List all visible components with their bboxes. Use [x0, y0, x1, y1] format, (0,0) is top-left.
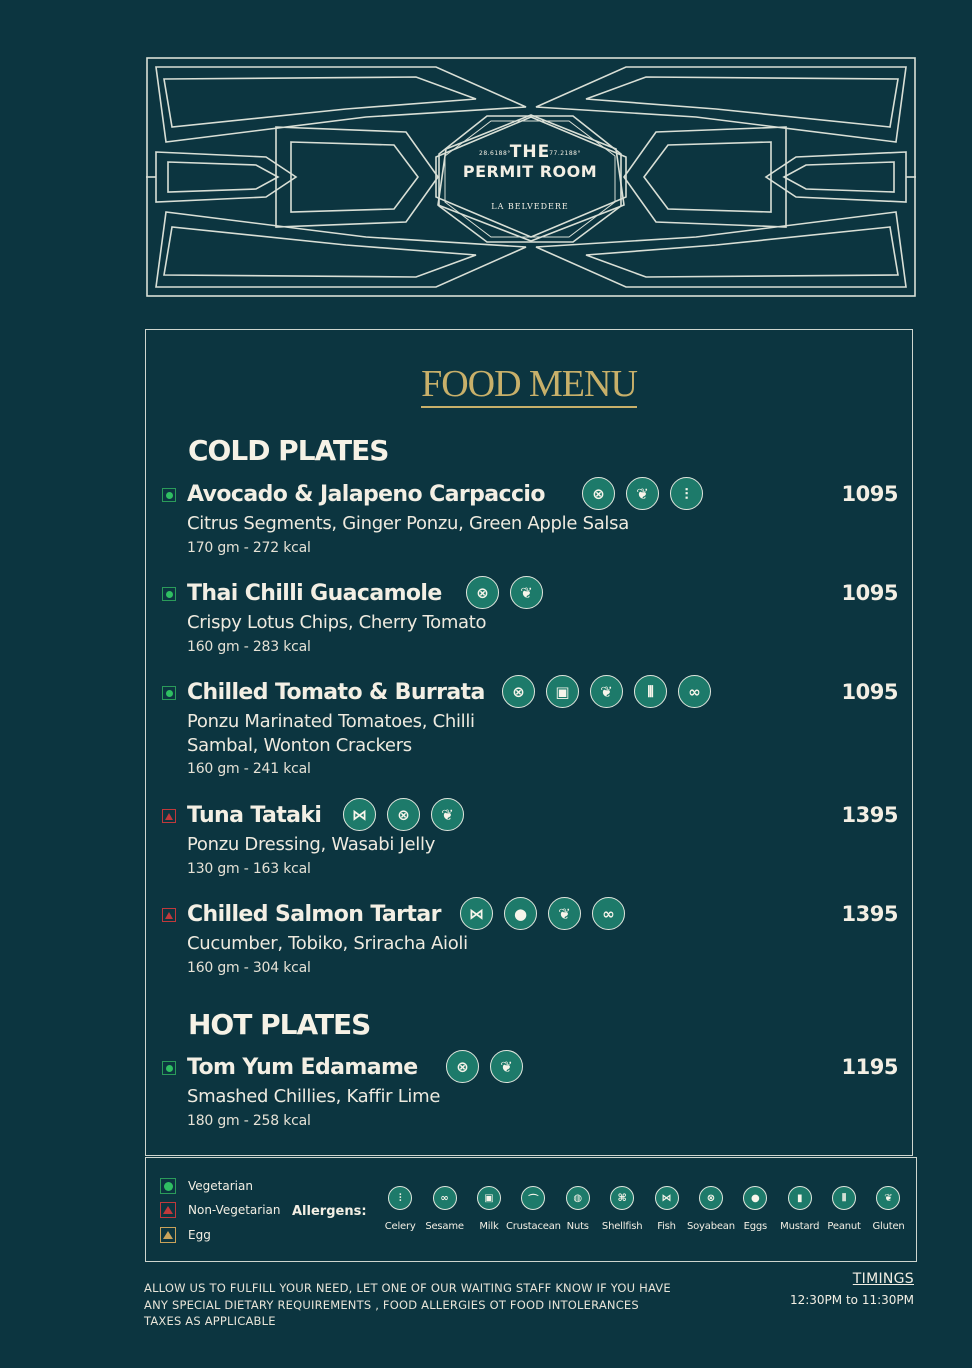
- allergen-peanut: ⦀ Peanut: [822, 1186, 866, 1232]
- item-description: Ponzu Dressing, Wasabi Jelly: [187, 834, 436, 855]
- eggs-icon: ●: [504, 897, 537, 930]
- logo-sub: LA BELVEDERE: [491, 202, 569, 211]
- nuts-icon: ◍: [566, 1186, 590, 1210]
- dietary-note: [144, 1280, 671, 1330]
- allergen-icons: [460, 897, 625, 930]
- soyabean-icon: ⊗: [466, 576, 499, 609]
- dietary-note-line: ANY SPECIAL DIETARY REQUIREMENTS , FOOD ALLERGIES OT FOOD INTOLERANCES: [144, 1297, 639, 1312]
- gluten-icon: ❦: [431, 798, 464, 831]
- item-kcal: 160 gm - 241 kcal: [187, 761, 311, 777]
- item-kcal: 180 gm - 258 kcal: [187, 1113, 311, 1129]
- item-kcal: 170 gm - 272 kcal: [187, 540, 311, 556]
- allergen-sesame: ∞ Sesame: [422, 1186, 466, 1232]
- logo-name: PERMIT ROOM: [462, 162, 598, 181]
- item-name: Tom Yum Edamame: [187, 1055, 418, 1080]
- item-name: Avocado & Jalapeno Carpaccio: [187, 482, 545, 507]
- legend-nonveg: [160, 1202, 281, 1218]
- item-name: Chilled Tomato & Burrata: [187, 680, 485, 705]
- timings: [790, 1271, 914, 1307]
- item-name: Tuna Tataki: [187, 803, 322, 828]
- item-kcal: 130 gm - 163 kcal: [187, 861, 311, 877]
- gluten-icon: ❦: [490, 1050, 523, 1083]
- section-cold-plates: COLD PLATES: [188, 434, 389, 467]
- item-price: 1395: [841, 803, 898, 827]
- dietary-note-line: ALLOW US TO FULFILL YOUR NEED, LET ONE OF OUR WAITING STAFF KNOW IF YOU HAVE: [144, 1281, 671, 1295]
- allergen-soyabean: ⊗ Soyabean: [689, 1186, 733, 1232]
- legend-veg: [160, 1178, 253, 1194]
- menu-panel: [145, 329, 913, 1156]
- legend-egg: [160, 1227, 211, 1243]
- allergen-icons: [446, 1050, 523, 1083]
- gluten-icon: ❦: [876, 1186, 900, 1210]
- shellfish-icon: ⌘: [610, 1186, 634, 1210]
- veg-mark-icon: [160, 1178, 176, 1194]
- gluten-icon: ❦: [548, 897, 581, 930]
- item-description: Ponzu Marinated Tomatoes, Chilli Sambal, Wonton Crackers: [187, 711, 475, 756]
- nonveg-mark-icon: [162, 809, 176, 823]
- soyabean-icon: ⊗: [387, 798, 420, 831]
- item-name: Chilled Salmon Tartar: [187, 902, 441, 927]
- peanut-icon: ⦀: [634, 675, 667, 708]
- sesame-icon: ∞: [678, 675, 711, 708]
- fish-icon: ⋈: [343, 798, 376, 831]
- item-price: 1095: [841, 581, 898, 605]
- milk-icon: ▣: [546, 675, 579, 708]
- allergen-icons: [502, 675, 711, 708]
- allergens-title: Allergens:: [292, 1204, 367, 1219]
- allergen-shellfish: ⌘ Shellfish: [600, 1186, 644, 1232]
- logo-coord-left: 28.6188°: [479, 150, 511, 157]
- taxes-note: TAXES AS APPLICABLE: [144, 1314, 276, 1328]
- item-description: Citrus Segments, Ginger Ponzu, Green Apple Salsa: [187, 513, 629, 534]
- fish-icon: ⋈: [655, 1186, 679, 1210]
- timings-hours: 12:30PM to 11:30PM: [789, 1293, 914, 1307]
- mustard-icon: ▮: [788, 1186, 812, 1210]
- allergen-gluten: ❦ Gluten: [866, 1186, 910, 1232]
- logo-coord-right: 77.2188°: [549, 150, 581, 157]
- menu-title: FOOD MENU: [146, 362, 912, 406]
- nonveg-mark-icon: [160, 1202, 176, 1218]
- legend-nonveg-label: Non-Vegetarian: [188, 1203, 281, 1217]
- soyabean-icon: ⊗: [699, 1186, 723, 1210]
- milk-icon: ▣: [477, 1186, 501, 1210]
- item-price: 1095: [841, 680, 898, 704]
- veg-mark-icon: [162, 1061, 176, 1075]
- allergen-legend: [378, 1186, 911, 1232]
- veg-mark-icon: [162, 686, 176, 700]
- item-description: Smashed Chillies, Kaffir Lime: [187, 1086, 441, 1107]
- section-hot-plates: HOT PLATES: [188, 1008, 371, 1041]
- sesame-icon: ∞: [433, 1186, 457, 1210]
- item-kcal: 160 gm - 283 kcal: [187, 639, 311, 655]
- nonveg-mark-icon: [162, 908, 176, 922]
- soyabean-icon: ⊗: [582, 477, 615, 510]
- item-price: 1395: [841, 902, 898, 926]
- eggs-icon: ●: [743, 1186, 767, 1210]
- logo-the: THE: [509, 142, 551, 162]
- legend-egg-label: Egg: [188, 1228, 211, 1242]
- soyabean-icon: ⊗: [446, 1050, 479, 1083]
- soyabean-icon: ⊗: [502, 675, 535, 708]
- timings-title: TIMINGS: [852, 1271, 914, 1287]
- allergen-eggs: ● Eggs: [733, 1186, 777, 1232]
- item-price: 1095: [841, 482, 898, 506]
- veg-mark-icon: [162, 587, 176, 601]
- gluten-icon: ❦: [590, 675, 623, 708]
- veg-mark-icon: [162, 488, 176, 502]
- item-name: Thai Chilli Guacamole: [187, 581, 442, 606]
- peanut-icon: ⦀: [832, 1186, 856, 1210]
- fish-icon: ⋈: [460, 897, 493, 930]
- item-price: 1195: [841, 1055, 898, 1079]
- item-description: Cucumber, Tobiko, Sriracha Aioli: [187, 933, 468, 954]
- legend-veg-label: Vegetarian: [188, 1179, 253, 1193]
- gluten-icon: ❦: [510, 576, 543, 609]
- allergen-milk: ▣ Milk: [467, 1186, 511, 1232]
- gluten-icon: ❦: [626, 477, 659, 510]
- legend-panel: [145, 1157, 917, 1262]
- allergen-nuts: ◍ Nuts: [556, 1186, 600, 1232]
- allergen-icons: [466, 576, 543, 609]
- allergen-icons: [582, 477, 703, 510]
- item-kcal: 160 gm - 304 kcal: [187, 960, 311, 976]
- sesame-icon: ∞: [592, 897, 625, 930]
- allergen-fish: ⋈ Fish: [644, 1186, 688, 1232]
- allergen-celery: ⫶ Celery: [378, 1186, 422, 1232]
- celery-icon: ⫶: [670, 477, 703, 510]
- logo: [437, 114, 623, 244]
- crustacean-icon: ⌒: [521, 1186, 545, 1210]
- allergen-crustacean: ⌒ Crustacean: [511, 1186, 555, 1232]
- allergen-mustard: ▮ Mustard: [778, 1186, 822, 1232]
- allergen-icons: [343, 798, 464, 831]
- item-description: Crispy Lotus Chips, Cherry Tomato: [187, 612, 487, 633]
- celery-icon: ⫶: [388, 1186, 412, 1210]
- egg-mark-icon: [160, 1227, 176, 1243]
